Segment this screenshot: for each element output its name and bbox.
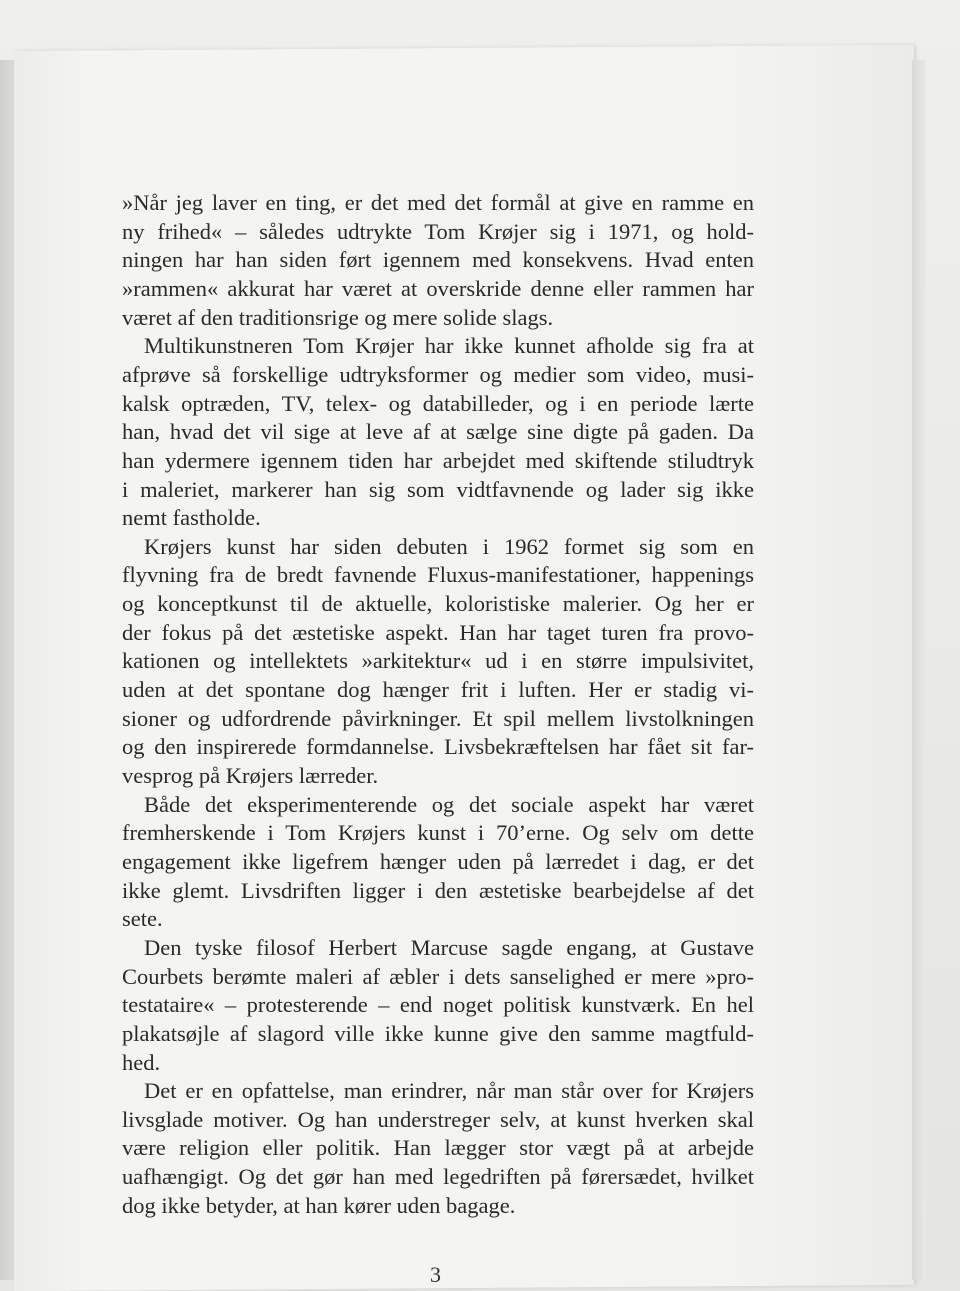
paragraph-5-line: Courbets berømte maleri af æbler i dets sanselighed er mere »pro- — [122, 963, 754, 989]
paragraph-3-line: vesprog på Krøjers lærreder. — [122, 763, 379, 788]
paragraph-6-line: dog ikke betyder, at han kører uden bagage. — [122, 1192, 516, 1218]
paragraph-4-line: engagement ikke ligefrem hænger uden på lærredet i dag, er det — [122, 848, 754, 874]
paragraph-1-line: været af den traditionsrige og mere solide slags. — [122, 304, 554, 330]
paragraph-5-line: hed. — [122, 1049, 161, 1075]
paragraph-5-line: Den tyske filosof Herbert Marcuse sagde engang, at Gustave — [144, 934, 754, 960]
paragraph-5-line: testataire« – protesterende – end noget politisk kunstværk. En hel — [122, 992, 754, 1018]
page-edge — [912, 60, 926, 1280]
paragraph-2-line: Multikunstneren Tom Krøjer har ikke kunnet afholde sig fra at — [144, 333, 754, 359]
paragraph-6-line: være religion eller politik. Han lægger stor vægt på at arbejde — [122, 1135, 754, 1161]
paragraph-2-line: i maleriet, markerer han sig som vidtfavnende og lader sig ikke — [122, 476, 754, 502]
paragraph-6-line: Det er en opfattelse, man erindrer, når man står over for Krøjers — [144, 1078, 754, 1104]
paragraph-2-line: kalsk optræden, TV, telex- og databilleder, og i en periode lærte — [122, 390, 754, 416]
paragraph-3-line: flyvning fra de bredt favnende Fluxus-manifestationer, happenings — [122, 562, 754, 588]
paragraph-6-line: livsglade motiver. Og han understreger selv, at kunst hverken skal — [122, 1106, 754, 1132]
paragraph-4-line: sete. — [122, 906, 163, 932]
paragraph-1-line: »Når jeg laver en ting, er det med det formål at give en ramme en — [122, 190, 754, 215]
paragraph-3-line: der fokus på det æstetiske aspekt. Han har taget turen fra provo- — [122, 619, 754, 645]
paragraph-4-line: Både det eksperimenterende og det sociale aspekt har været — [144, 791, 754, 817]
paragraph-3-line: kationen og intellektets »arkitektur« ud i en større impulsivitet, — [122, 648, 754, 674]
paragraph-6-line: uafhængigt. Og det gør han med legedriften på førersædet, hvilket — [122, 1164, 754, 1190]
paragraph-3-line: Krøjers kunst har siden debuten i 1962 formet sig som en — [144, 533, 754, 559]
paragraph-4-line: ikke glemt. Livsdriften ligger i den æstetiske bearbejdelse af det — [122, 877, 754, 903]
paragraph-3-line: og den inspirerede formdannelse. Livsbekræftelsen har fået sit far- — [122, 734, 754, 760]
paragraph-3-line: sioner og udfordrende påvirkninger. Et spil mellem livstolkningen — [122, 705, 754, 731]
paragraph-1-line: ningen har han siden ført igennem med konsekvens. Hvad enten — [122, 247, 754, 273]
paragraph-2-line: nemt fastholde. — [122, 505, 261, 531]
paragraph-3-line: og konceptkunst til de aktuelle, koloristiske malerier. Og her er — [122, 591, 754, 617]
paragraph-1-line: ny frihed« – således udtrykte Tom Krøjer sig i 1971, og hold- — [122, 218, 754, 244]
page-number: 3 — [430, 1262, 441, 1287]
paragraph-3-line: uden at det spontane dog hænger frit i luften. Her er stadig vi- — [122, 677, 754, 703]
paragraph-2-line: han ydermere igennem tiden har arbejdet med skiftende stiludtryk — [122, 447, 754, 473]
paragraph-2-line: afprøve så forskellige udtryksformer og medier som video, musi- — [122, 361, 754, 387]
paragraph-4-line: fremherskende i Tom Krøjers kunst i 70’erne. Og selv om dette — [122, 820, 754, 846]
paragraph-1-line: »rammen« akkurat har været at overskride denne eller rammen har — [122, 275, 754, 301]
paragraph-2-line: han, hvad det vil sige at leve af at sælge sine digte på gaden. Da — [122, 419, 754, 445]
paragraph-5-line: plakatsøjle af slagord ville ikke kunne give den samme magtfuld- — [122, 1020, 754, 1046]
